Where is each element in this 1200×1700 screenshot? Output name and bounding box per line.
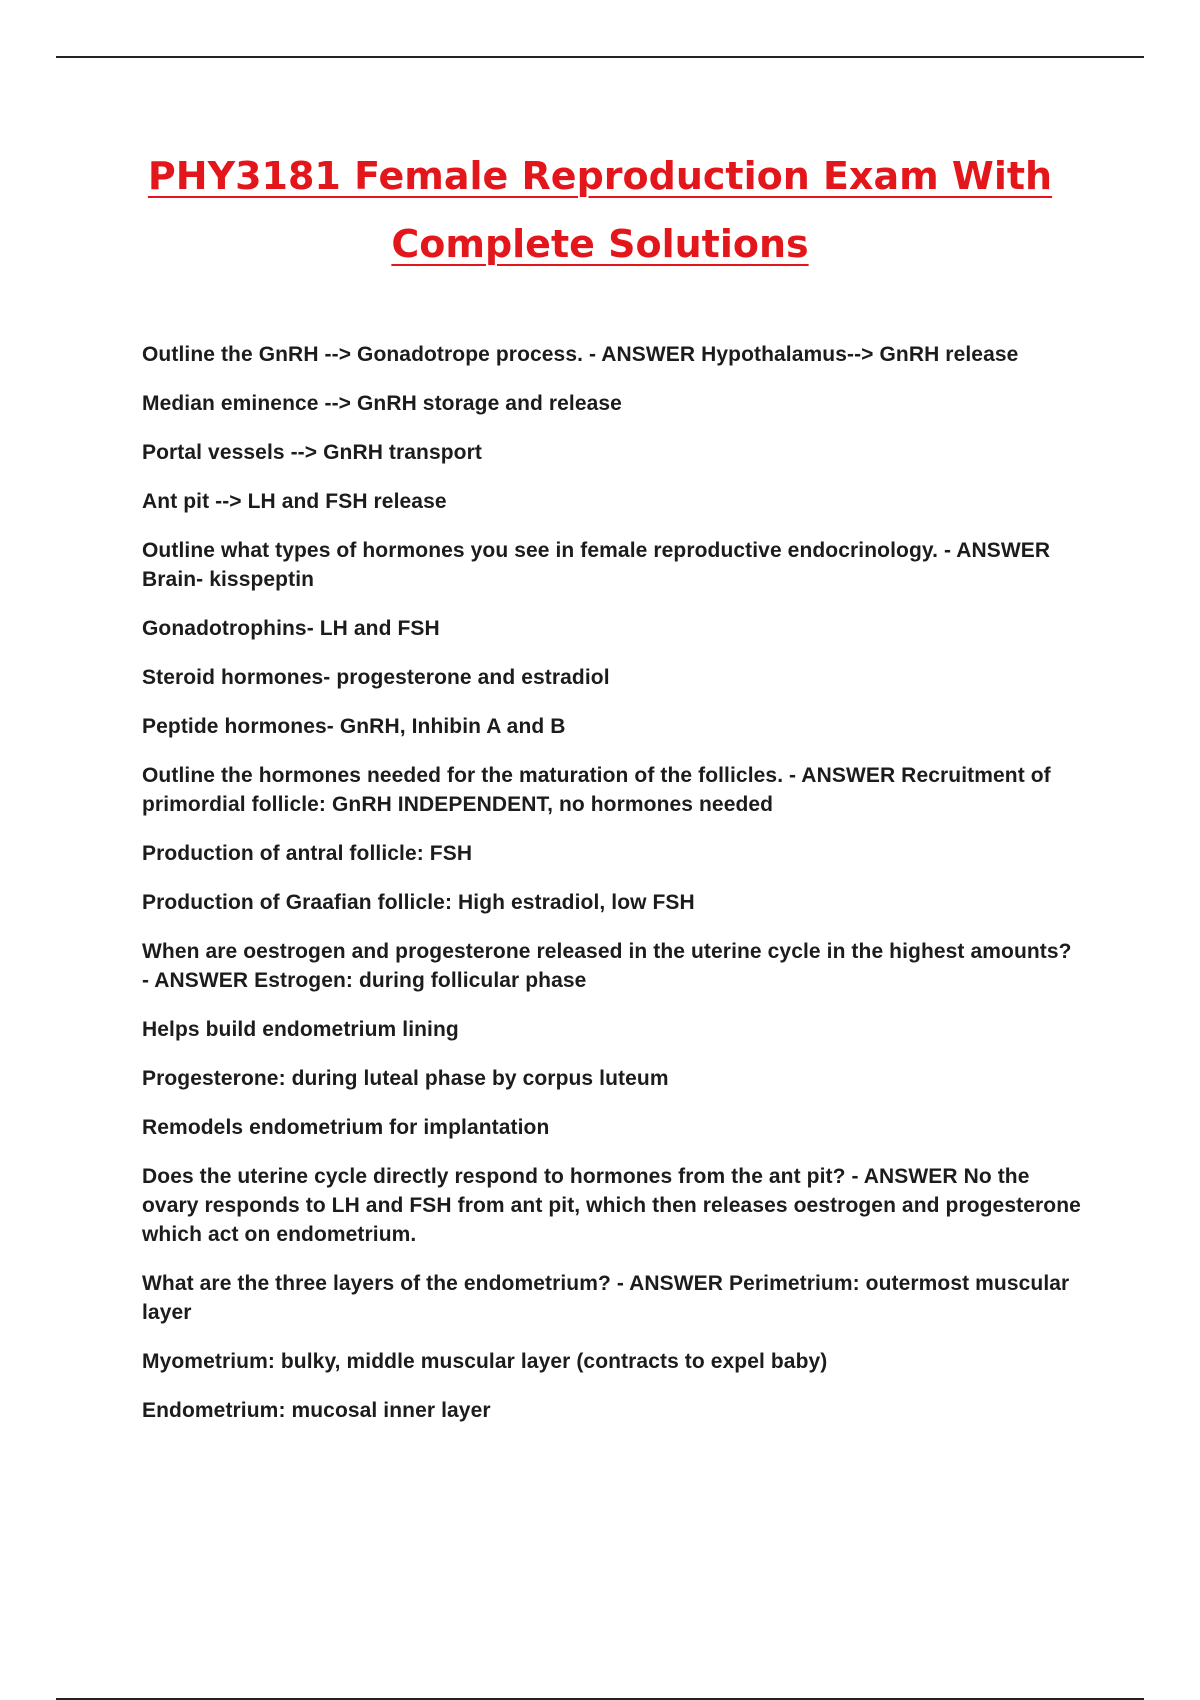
paragraph-1: Outline the GnRH --> Gonadotrope process. - ANSWER Hypothalamus--> GnRH release xyxy=(142,343,1019,366)
header-rule xyxy=(56,56,1144,58)
paragraph-14: Progesterone: during luteal phase by corpus luteum xyxy=(142,1067,669,1090)
paragraph-12: When are oestrogen and progesterone released in the uterine cycle in the highest amounts? - ANSWER Estrogen: during follicular phase xyxy=(142,940,1072,992)
document-body xyxy=(142,340,1082,1445)
paragraph-16: Does the uterine cycle directly respond to hormones from the ant pit? - ANSWER No the ovary responds to LH and FSH from ant pit, which then releases oestrogen and progesterone which act on endometrium. xyxy=(142,1165,1081,1246)
paragraph-11: Production of Graafian follicle: High estradiol, low FSH xyxy=(142,891,695,914)
title-block xyxy=(56,142,1144,278)
paragraph-19: Endometrium: mucosal inner layer xyxy=(142,1399,491,1422)
paragraph-7: Steroid hormones- progesterone and estradiol xyxy=(142,666,610,689)
paragraph-9: Outline the hormones needed for the maturation of the follicles. - ANSWER Recruitment of primordial follicle: GnRH INDEPENDENT, no hormones needed xyxy=(142,764,1051,816)
paragraph-17: What are the three layers of the endometrium? - ANSWER Perimetrium: outermost muscular layer xyxy=(142,1272,1070,1324)
paragraph-2: Median eminence --> GnRH storage and release xyxy=(142,392,622,415)
paragraph-8: Peptide hormones- GnRH, Inhibin A and B xyxy=(142,715,566,738)
paragraph-15: Remodels endometrium for implantation xyxy=(142,1116,550,1139)
paragraph-10: Production of antral follicle: FSH xyxy=(142,842,473,865)
document-title: PHY3181 Female Reproduction Exam With Complete Solutions xyxy=(147,154,1053,266)
paragraph-6: Gonadotrophins- LH and FSH xyxy=(142,617,440,640)
paragraph-13: Helps build endometrium lining xyxy=(142,1018,459,1041)
paragraph-5: Outline what types of hormones you see in female reproductive endocrinology. - ANSWER Brain- kisspeptin xyxy=(142,539,1051,591)
paragraph-3: Portal vessels --> GnRH transport xyxy=(142,441,482,464)
paragraph-18: Myometrium: bulky, middle muscular layer (contracts to expel baby) xyxy=(142,1350,828,1373)
paragraph-4: Ant pit --> LH and FSH release xyxy=(142,490,447,513)
